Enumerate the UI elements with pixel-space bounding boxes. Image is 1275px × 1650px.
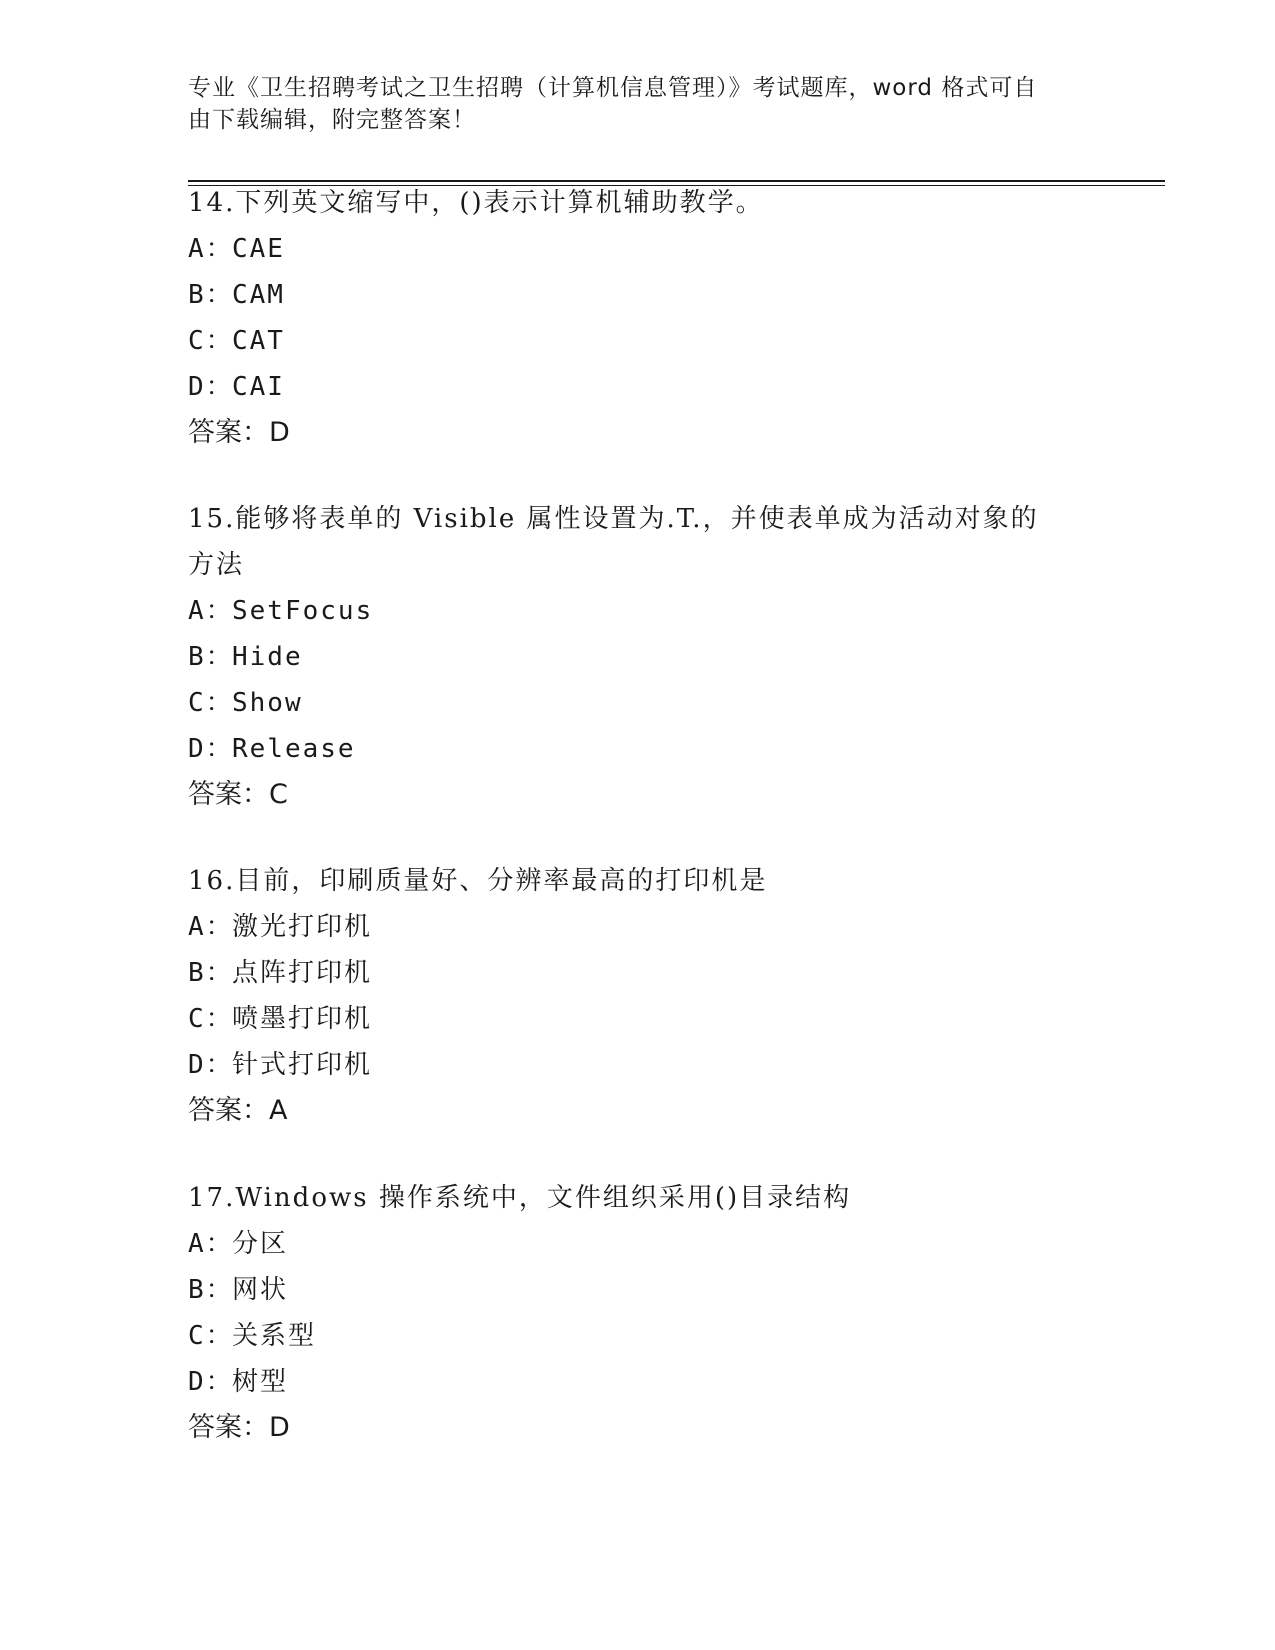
- option-text: Hide: [232, 642, 303, 672]
- option-b: [188, 272, 1088, 318]
- option-text: Release: [232, 734, 356, 764]
- option-d: [188, 1042, 1088, 1088]
- option-label: A：: [188, 1229, 234, 1259]
- option-label: B：: [188, 958, 234, 988]
- header-line-2: 由下载编辑，附完整答案！: [188, 107, 476, 133]
- option-text: 针式打印机: [232, 1050, 373, 1080]
- answer-text: 答案：A: [188, 1095, 288, 1126]
- question-16: [188, 858, 1088, 1134]
- option-c: [188, 1313, 1088, 1359]
- option-label: B：: [188, 642, 234, 672]
- option-a: [188, 588, 1088, 634]
- option-text: CAT: [232, 326, 285, 356]
- question-text: 15.能够将表单的 Visible 属性设置为.T.，并使表单成为活动对象的: [188, 504, 1039, 534]
- header-line-1: 专业《卫生招聘考试之卫生招聘（计算机信息管理）》考试题库，word 格式可自: [188, 75, 1038, 101]
- option-d: [188, 726, 1088, 772]
- option-c: [188, 996, 1088, 1042]
- option-a: [188, 1221, 1088, 1267]
- option-c: [188, 680, 1088, 726]
- option-label: C：: [188, 1321, 234, 1351]
- option-text: Show: [232, 688, 303, 718]
- question-text: 16.目前，印刷质量好、分辨率最高的打印机是: [188, 866, 768, 896]
- question-text-continued: 方法: [188, 550, 245, 580]
- option-label: A：: [188, 912, 234, 942]
- option-label: C：: [188, 688, 234, 718]
- answer-text: 答案：C: [188, 779, 288, 810]
- option-a: [188, 904, 1088, 950]
- answer-text: 答案：D: [188, 417, 290, 448]
- option-text: 分区: [232, 1229, 289, 1259]
- option-label: C：: [188, 1004, 234, 1034]
- question-text: 14.下列英文缩写中，()表示计算机辅助教学。: [188, 188, 764, 218]
- option-c: [188, 318, 1088, 364]
- option-a: [188, 226, 1088, 272]
- option-b: [188, 1267, 1088, 1313]
- option-label: A：: [188, 596, 234, 626]
- option-text: CAE: [232, 234, 285, 264]
- option-label: B：: [188, 1275, 234, 1305]
- option-text: 激光打印机: [232, 912, 373, 942]
- option-label: D：: [188, 1050, 234, 1080]
- option-label: D：: [188, 734, 234, 764]
- option-text: 网状: [232, 1275, 289, 1305]
- option-label: A：: [188, 234, 234, 264]
- option-text: 点阵打印机: [232, 958, 373, 988]
- option-text: CAM: [232, 280, 285, 310]
- option-b: [188, 634, 1088, 680]
- option-text: 喷墨打印机: [232, 1004, 373, 1034]
- document-header: [188, 72, 1068, 136]
- option-b: [188, 950, 1088, 996]
- option-d: [188, 1359, 1088, 1405]
- option-text: 关系型: [232, 1321, 317, 1351]
- option-d: [188, 364, 1088, 410]
- question-15: [188, 496, 1088, 818]
- option-label: B：: [188, 280, 234, 310]
- option-text: 树型: [232, 1367, 289, 1397]
- option-text: CAI: [232, 372, 285, 402]
- question-text: 17.Windows 操作系统中，文件组织采用()目录结构: [188, 1183, 852, 1213]
- answer-text: 答案：D: [188, 1412, 290, 1443]
- option-label: D：: [188, 1367, 234, 1397]
- question-17: [188, 1175, 1088, 1451]
- option-text: SetFocus: [232, 596, 374, 626]
- option-label: D：: [188, 372, 234, 402]
- option-label: C：: [188, 326, 234, 356]
- question-14: [188, 180, 1088, 456]
